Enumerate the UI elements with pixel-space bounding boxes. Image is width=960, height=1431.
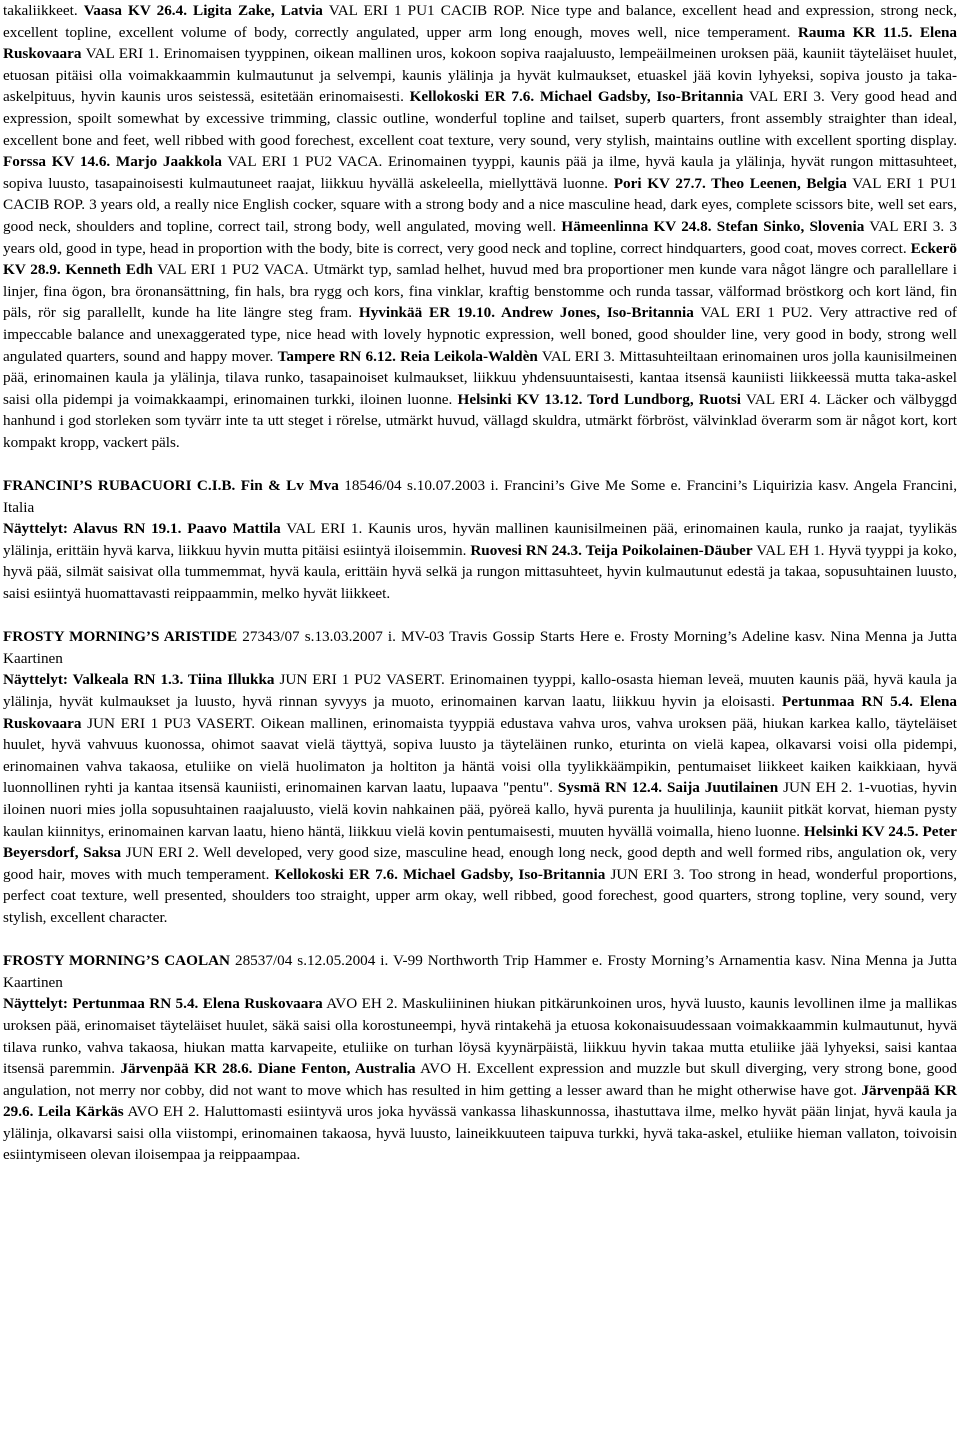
bold-heading-text: Järvenpää KR 28.6. Diane Fenton, Australia [120, 1060, 416, 1078]
body-text: VAL ERI 3. Mittasuhteiltaan erinomainen uros jolla kaunisilmeinen pää, erinomainen kaula ja ylälinja, tilava runko, tasapainoiset kulmaukset, liikkuu yhdensuuntaisesti, kantaa itsensä kauniisti liikkeessä mutta taka-askel saisi olla pidempi ja voimakkaampi, erinomainen turkki, iloinen luonne. [3, 347, 957, 408]
body-text: JUN ERI 1 PU2 VASERT. Erinomainen tyyppi, kallo-osasta hieman leveä, muuten kaunis pää, hyvä kaula ja ylälinja, hyvät kulmaukset ja luusto, hyvä rinnan syvyys ja muoto, erinomainen karvan laatu, liikkuu hyvin ja eloisasti. [3, 671, 957, 710]
bold-heading-text: Näyttelyt: Alavus RN 19.1. Paavo Mattila [3, 520, 281, 538]
bold-heading-text: Vaasa KV 26.4. Ligita Zake, Latvia [83, 2, 323, 19]
bold-heading-text: FROSTY MORNING’S CAOLAN [3, 952, 231, 970]
body-text: VAL ERI 1 PU2 VACA. Utmärkt typ, samlad helhet, huvud med bra proportioner men kunde vara något längre och parallellare i linjer, fina ögon, bra öronansättning, fin hals, bra rygg och kors, fina vinklar, kraftig benstomme och runda tassar, välformad bröstkorg och kort länd, fin päls, rör sig parallellt, kunde ha lite längre steg fram. [3, 261, 957, 322]
paragraph [3, 669, 957, 928]
body-text: 28537/04 s.12.05.2004 i. V-99 Northworth Trip Hammer e. Frosty Morning’s Arnamentia kasv. Nina Menna ja Jutta Kaartinen [3, 952, 957, 991]
paragraph [3, 475, 957, 518]
body-text: VAL ERI 4. Läcker och välbyggd hanhund i god storleken som tyvärr inte ta utt steget i rörelse, utmärkt huvud, vällagd skuldra, utmärkt förbröst, välvinklad överarm som är något kort, kort kompakt kropp, vackert päls. [3, 390, 957, 451]
bold-heading-text: Kellokoski ER 7.6. Michael Gadsby, Iso-Britannia [274, 865, 606, 883]
paragraph [3, 626, 957, 669]
paragraph [3, 950, 957, 993]
body-text: JUN ERI 3. Too strong in head, wonderful proportions, perfect coat texture, well presented, shoulders too straight, upper arm okay, well ribbed, good forechest, good quarters, strong topline, very sound, very stylish, excellent character. [3, 865, 957, 926]
body-text: VAL ERI 1 PU2 VACA. Erinomainen tyyppi, kaunis pää ja ilme, hyvä kaula ja ylälinja, hyvät rungon mittasuhteet, sopiva luusto, tasapainoisesti kulmautuneet raajat, liikkuu hyvällä askeleella, miellyttävä luonne. [3, 153, 958, 192]
bold-heading-text: Näyttelyt: Pertunmaa RN 5.4. Elena Ruskovaara [3, 995, 323, 1013]
body-text: 27343/07 s.13.03.2007 i. MV-03 Travis Gossip Starts Here e. Frosty Morning’s Adeline kasv. Nina Menna ja Jutta Kaartinen [3, 628, 957, 667]
body-text: AVO EH 2. Haluttomasti esiintyvä uros joka hyvässä vankassa lihaskunnossa, ihastuttava ilme, melko hyvät pään linjat, hyvä kaula ja ylälinja, olkavarsi saisi olla viistompi, erinomainen takaosa, hyvä luusto, laineikkuuteen taipuva turkki, hyvä taka-askel, etuliike hieman vallaton, toivoisin esiintymiseen olevan iloisempaa ja reippaampaa. [3, 1103, 957, 1164]
paragraph-gap [3, 453, 957, 475]
bold-heading-text: Kellokoski ER 7.6. Michael Gadsby, Iso-Britannia [409, 88, 744, 106]
bold-heading-text: Pori KV 27.7. Theo Leenen, Belgia [613, 174, 847, 192]
body-text: VAL ERI 3. Very good head and expression, spoilt somewhat by excessive trimming, classic outline, wonderful topline and tailset, superb quarters, front assembly straighter than ideal, excellent bone and feet, well ribbed with good forechest, excellent coat texture, very sound, very stylish, maintains outline with excellent sporting display. [3, 88, 958, 149]
bold-heading-text: Rauma KR 11.5. Elena Ruskovaara [3, 23, 958, 63]
body-text: 18546/04 s.10.07.2003 i. Francini’s Give Me Some e. Francini’s Liquirizia kasv. Angela Francini, Italia [3, 477, 957, 516]
body-text: AVO H. Excellent expression and muzzle but skull diverging, very strong bone, good angulation, not merry nor cobby, did not want to move which has resulted in him getting a lesser award than he might otherwise have got. [3, 1060, 957, 1099]
bold-heading-text: Hyvinkää ER 19.10. Andrew Jones, Iso-Britannia [358, 304, 694, 322]
bold-heading-text: Tampere RN 6.12. Reia Leikola-Waldèn [277, 347, 538, 365]
bold-heading-text: Ruovesi RN 24.3. Teija Poikolainen-Däuber [470, 541, 753, 559]
paragraph [3, 0, 957, 453]
body-text: VAL ERI 1 PU1 CACIB ROP. Nice type and balance, excellent head and expression, strong neck, excellent topline, excellent volume of body, correctly angulated, upper arm long enough, moves well, nice temperament. [3, 2, 958, 41]
body-text: VAL ERI 1 PU1 CACIB ROP. 3 years old, a really nice English cocker, square with a strong body and a nice masculine head, dark eyes, complete scissors bite, well set ears, good neck, shoulders and topline, correct tail, strong body, well angulated, moving well. [3, 174, 958, 235]
bold-heading-text: Eckerö KV 28.9. Kenneth Edh [3, 239, 957, 279]
bold-heading-text: Järvenpää KR 29.6. Leila Kärkäs [3, 1081, 957, 1121]
bold-heading-text: Sysmä RN 12.4. Saija Juutilainen [557, 779, 779, 797]
paragraph [3, 518, 957, 604]
bold-heading-text: FROSTY MORNING’S ARISTIDE [3, 628, 238, 646]
bold-heading-text: Hämeenlinna KV 24.8. Stefan Sinko, Slovenia [561, 217, 865, 235]
paragraph-gap [3, 605, 957, 627]
body-text: AVO EH 2. Maskuliininen hiukan pitkärunkoinen uros, hyvä luusto, kaunis levollinen ilme ja mallikas uroksen pää, erinomaiset täyteläiset huulet, säkä saisi olla korostuneempi, hyvä rintakehä ja etuosa kokonaisuudessaan voimakkaammin kulmautunut, hyvä tilava runko, vahva takaosa, hiukan matta karvapeite, etuliike on turhan löysä kyynärpäistä, liikkuu hyvin takaa mutta etuliike jää lyhyeksi, saisi kantaa itsensä paremmin. [3, 995, 957, 1078]
body-text: VAL ERI 1. Erinomaisen tyyppinen, oikean mallinen uros, kokoon sopiva raajaluusto, lempeäilmeinen uroksen pää, kauniit täyteläiset huulet, etuosan pitäisi olla voimakkaammin kulmautunut ja selvempi, kaunis ylälinja ja hyvät kulmaukset, etuaskel jää kovin lyhyeksi, sopiva jousto ja taka-askelpituus, hyvin kaunis uros seistessä, esitetään erinomaisesti. [3, 45, 957, 106]
paragraph-gap [3, 929, 957, 951]
body-text: JUN ERI 1 PU3 VASERT. Oikean mallinen, erinomaista tyyppiä edustava vahva uros, vahva uroksen pää, hiukan karkea kallo, täyteläiset huulet, hyvä vahvuus kuonossa, ohimot saavat vielä täyttyä, sopiva luusto ja täyteläinen runko, eturinta on vielä kapea, olkavarsi voisi olla pidempi, erinomainen vahva takaosa, etuliike on vielä huolimaton ja holtiton ja häntä voisi olla tyylikkäämpikin, pentumaiset liikkeet kaiken kaikkiaan, hyvä luonnollinen ryhti ja kantaa itsensä kauniisti, erinomainen karvan laatu, lupaava "pentu". [3, 714, 957, 797]
body-text: VAL ERI 1. Kaunis uros, hyvän mallinen kaunisilmeinen pää, erinomainen kaula, runko ja raajat, tyylikäs ylälinja, erittäin hyvä karva, liikkuu hyvin mutta pitäisi esiintyä iloisemmin. [3, 520, 957, 559]
paragraph [3, 993, 957, 1166]
body-text: VAL ERI 1 PU2. Very attractive red of impeccable balance and unexaggerated type, nice head with lovely hypnotic expression, well boned, good shoulder line, very good in body, strong well angulated quarters, sound and happy mover. [3, 304, 957, 365]
bold-heading-text: Helsinki KV 13.12. Tord Lundborg, Ruotsi [457, 390, 742, 408]
body-text: VAL EH 1. Hyvä tyyppi ja koko, hyvä pää, silmät saisivat olla tummemmat, hyvä kaula, erittäin hyvä selkä ja rungon mittasuhteet, hyvin kulmautunut edestä ja takaa, sopusuhtainen luusto, saisi esiintyä huomattavasti reippaammin, melko hyvät liikkeet. [3, 541, 957, 603]
document-body [3, 0, 957, 1166]
bold-heading-text: Näyttelyt: Valkeala RN 1.3. Tiina Illukka [3, 671, 275, 689]
bold-heading-text: FRANCINI’S RUBACUORI C.I.B. Fin & Lv Mva [3, 477, 339, 495]
bold-heading-text: Helsinki KV 24.5. Peter Beyersdorf, Saksa [3, 822, 957, 862]
body-text: VAL ERI 3. 3 years old, good in type, head in proportion with the body, bite is correct, very good neck and topline, correct hindquarters, good coat, moves correct. [3, 217, 957, 257]
body-text: JUN ERI 2. Well developed, very good size, masculine head, enough long neck, good depth and well formed ribs, angulation ok, very good hair, moves with much temperament. [3, 844, 957, 883]
body-text: JUN EH 2. 1-vuotias, hyvin iloinen nuori mies jolla sopusuhtainen raajaluusto, vielä kovin nahkainen pää, pyöreä kallo, hyvä purenta ja huulilinja, kauniit pitkät korvat, hieman pysty kaulan kiinnitys, erinomainen karvan laatu, hieno häntä, liikkuu vielä kovin pentumaisesti, muuten hyvällä voimalla, hieno luonne. [3, 779, 957, 840]
bold-heading-text: Pertunmaa RN 5.4. Elena Ruskovaara [3, 693, 957, 732]
bold-heading-text: Forssa KV 14.6. Marjo Jaakkola [3, 153, 222, 171]
body-text: takaliikkeet. [3, 2, 84, 19]
